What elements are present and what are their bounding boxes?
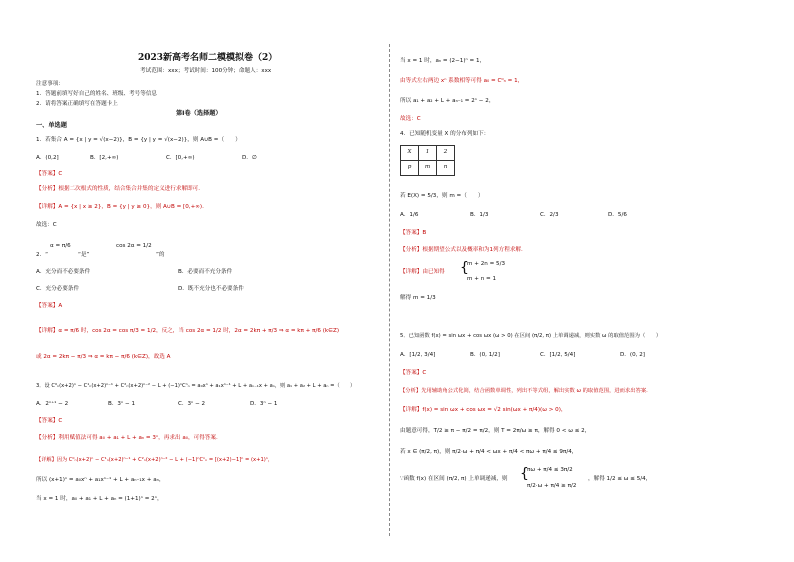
r-line-3: 所以 a₁ + a₂ + L + aₙ₋₁ = 2ⁿ − 2， [400,98,495,104]
q5-option-a: A．[1/2, 3/4] [400,352,436,358]
column-divider [389,44,391,536]
table-cell: m [419,161,437,176]
q1-option-c: C．[0,+∞) [166,155,195,161]
q4-option-b: B．1/3 [470,212,489,218]
q4-answer: 【答案】B [400,230,427,236]
table-cell: p [401,161,419,176]
q1-option-d: D．∅ [242,155,257,161]
q2-connector: “是” [78,252,90,258]
q4-detail: 【详解】由已知得 [400,269,445,275]
q3-option-c: C．3ⁿ − 2 [178,401,206,407]
q5-ineq-2: π/2·ω + π/4 ≥ π/2 [527,483,577,489]
q5-analysis: 【分析】先用辅助角公式化简，结合函数单调性，列出不等式组，解出实数 ω 的取值范围，进而求出答案. [400,388,648,394]
q5-answer: 【答案】C [400,370,427,376]
q2-option-a: A．充分而不必要条件 [36,269,91,275]
r-line-1: 当 x = 1 时，aₙ = (2−1)ⁿ = 1， [400,58,486,64]
q2-tail: ”的 [156,252,165,258]
exam-meta: 考试范围：xxx；考试时间：100分钟；命题人：xxx [140,68,272,74]
brace-glyph: { [460,260,469,276]
q2-option-b: B．必要而不充分条件 [178,269,233,275]
distribution-table [400,145,455,176]
note-item: 2．请将答案正确填写在答题卡上 [36,101,118,107]
q3-option-d: D．3ⁿ − 1 [250,401,278,407]
section-heading: 一、单选题 [36,122,67,129]
question-5-stem: 5．已知函数 f(x) = sin ωx + cos ωx (ω > 0) 在区间 (π/2, π) 上单调递减，则实数 ω 的取值范围为（ ） [400,333,662,339]
q3-detail-3: 当 x = 1 时，a₀ + a₁ + L + aₙ = (1+1)ⁿ = 2ⁿ， [36,496,163,502]
q2-condition-1: α = π/6 [50,243,71,249]
brace-glyph: { [520,466,529,482]
table-cell: 1 [419,146,437,161]
q1-answer: 【答案】C [36,171,63,177]
left-column [36,0,380,562]
q3-option-b: B．3ⁿ − 1 [108,401,136,407]
q3-option-a: A．2ⁿ⁺¹ − 2 [36,401,69,407]
table-row [401,161,455,176]
table-cell: n [437,161,455,176]
q3-analysis: 【分析】利用赋值法可得 a₀ + a₁ + L + aₙ = 3ⁿ，再求出 a₀，可得答案. [36,435,218,441]
table-cell: X [401,146,419,161]
page-title: 2023新高考名师二模模拟卷（2） [138,53,278,63]
q1-conclusion: 故选：C [36,222,57,228]
q2-number: 2．“ [36,252,49,258]
q1-option-b: B．[2,+∞) [90,155,119,161]
note-item: 1．答题前填写好自己的姓名、班级、考号等信息 [36,91,158,97]
q2-option-c: C．充分必要条件 [36,286,80,292]
q4-condition: 若 E(X) = 5/3，则 m =（ ） [400,193,484,199]
q3-answer: 【答案】C [36,418,63,424]
notes-heading: 注意事项： [36,81,64,87]
question-4-stem: 4．已知随机变量 X 的分布列如下： [400,131,490,137]
q2-condition-2: cos 2α = 1/2 [116,243,152,249]
q5-detail-4-tail: ，解得 1/2 ≤ ω ≤ 5/4， [588,476,652,482]
q1-detail: 【详解】A = {x | x ≥ 2}，B = {y | y ≥ 0}，则 A∪B = [0,+∞). [36,204,204,210]
q5-option-d: D．(0, 2] [620,352,645,358]
r-line-2: 由等式左右两边 xⁿ 系数相等可得 a₀ = C⁰ₙ = 1， [400,78,524,84]
q4-result: 解得 m = 1/3 [400,295,436,301]
right-column [400,0,750,562]
r-conclusion: 故选：C [400,116,421,122]
question-3-stem: 3．设 C⁰ₙ(x+2)ⁿ − C¹ₙ(x+2)ⁿ⁻¹ + C²ₙ(x+2)ⁿ⁻² − L + (−1)ⁿCⁿₙ = a₀xⁿ + a₁xⁿ⁻¹ + L + aₙ₋₁x + aₙ，则 a₁ + a₂ + L + aₙ =（ ） [36,383,356,389]
q5-detail-3: 若 x ∈ (π/2, π)，则 π/2·ω + π/4 < ωx + π/4 < πω + π/4 ≤ 9π/4， [400,449,578,455]
table-cell: 2 [437,146,455,161]
q5-option-c: C．[1/2, 5/4] [540,352,576,358]
q2-answer: 【答案】A [36,303,63,309]
q2-option-d: D．既不充分也不必要条件 [178,286,244,292]
q4-analysis: 【分析】根据期望公式以及概率和为1列方程求解. [400,247,523,253]
q5-detail-1: 【详解】f(x) = sin ωx + cos ωx = √2 sin(ωx + π/4)(ω > 0)， [400,407,567,413]
q4-eq-2: m + n = 1 [467,276,497,282]
q4-option-c: C．2/3 [540,212,559,218]
question-1-stem: 1．若集合 A = {x | y = √(x−2)}，B = {y | y = √(x−2)}，则 A∪B =（ ） [36,137,241,143]
q2-detail-2: 或 2α = 2kπ − π/3 ⇒ α = kπ − π/6 (k∈Z)，故选 A [36,354,171,360]
q1-option-a: A．(0,2] [36,155,59,161]
q3-detail-1: 【详解】因为 C⁰ₙ(x+2)ⁿ − C¹ₙ(x+2)ⁿ⁻¹ + C²ₙ(x+2)ⁿ⁻² − L + (−1)ⁿCⁿₙ = [(x+2)−1]ⁿ = (x+1)ⁿ， [36,457,274,463]
q5-option-b: B．(0, 1/2] [470,352,500,358]
q5-ineq-1: πω + π/4 ≤ 3π/2 [527,467,573,473]
q3-detail-2: 所以 (x+1)ⁿ = a₀xⁿ + a₁xⁿ⁻¹ + L + aₙ₋₁x + aₙ， [36,477,165,483]
table-row [401,146,455,161]
q1-analysis: 【分析】根据二次根式的性质，结合集合并集的定义进行求解即可. [36,186,200,192]
q4-option-a: A．1/6 [400,212,419,218]
q5-detail-4: ∵函数 f(x) 在区间 (π/2, π) 上单调递减，则 [400,476,508,482]
q2-detail-1: 【详解】α = π/6 时，cos 2α = cos π/3 = 1/2，反之，当 cos 2α = 1/2 时，2α = 2kπ + π/3 ⇒ α = kπ + π/6 (k∈Z) [36,328,340,334]
q5-detail-2: 由题意可得，T/2 ≥ π − π/2 = π/2，则 T = 2π/ω ≥ π，解得 0 < ω ≤ 2， [400,428,591,434]
q4-eq-1: m + 2n = 5/3 [467,261,506,267]
part-heading: 第I卷（选择题） [176,110,222,117]
q4-option-d: D．5/6 [608,212,627,218]
